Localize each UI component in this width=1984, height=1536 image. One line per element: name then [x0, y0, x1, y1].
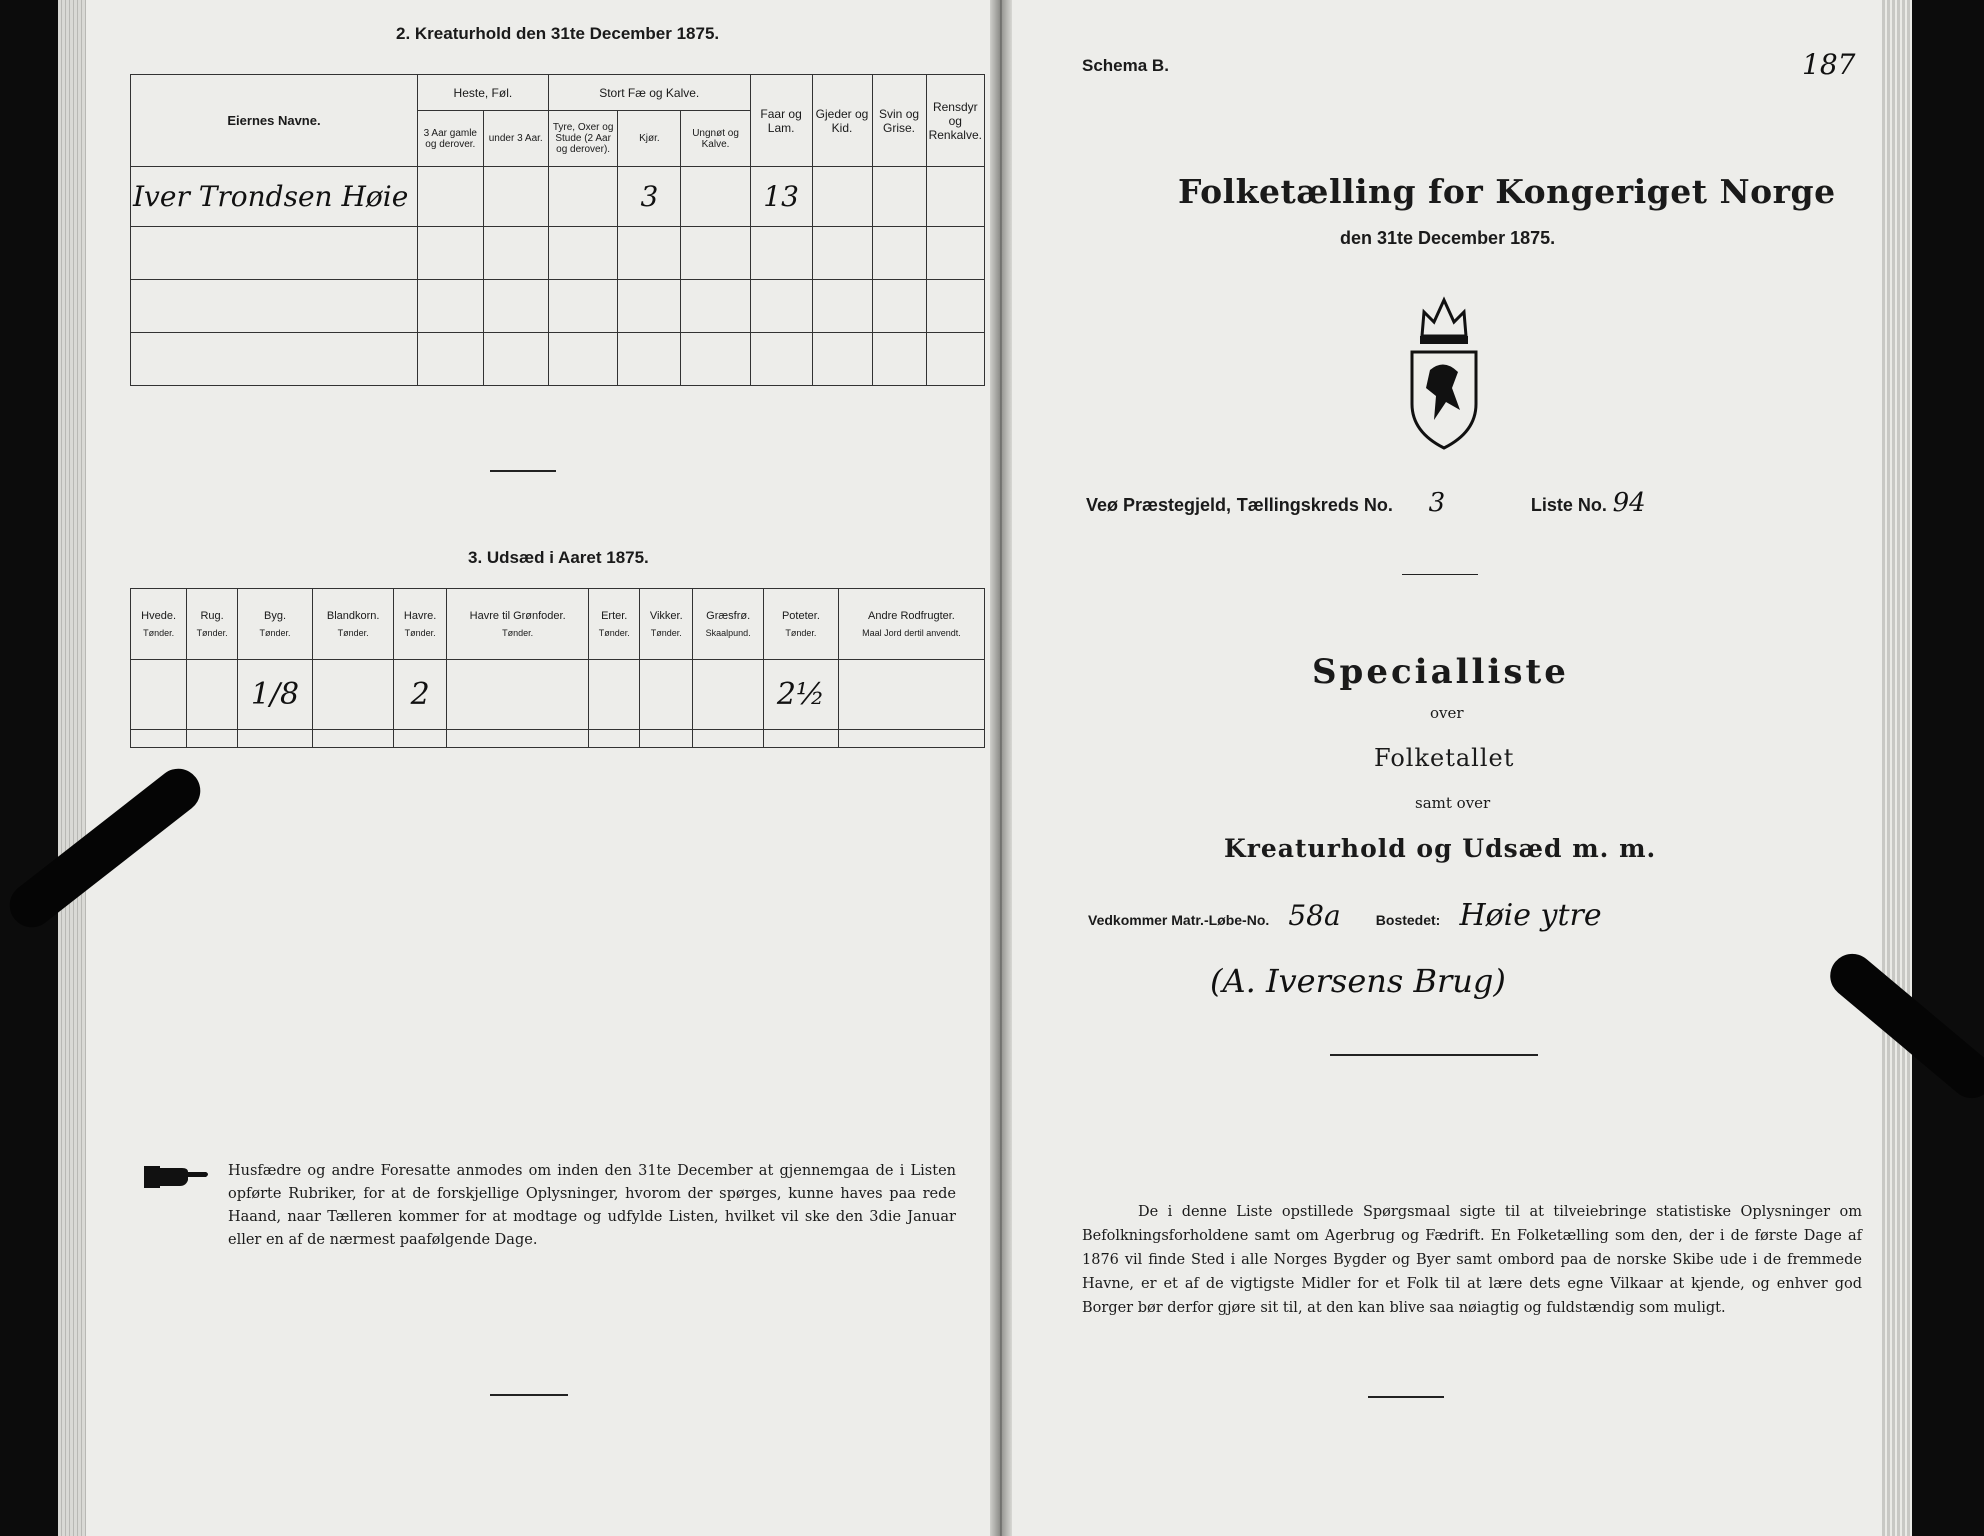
left-page-edge — [58, 0, 86, 1536]
kreaturhold-title: Kreaturhold og Udsæd m. m. — [1224, 834, 1657, 863]
pigs-cell — [872, 167, 926, 227]
cattle-young-header: Ungnøt og Kalve. — [681, 111, 750, 167]
schema-label: Schema B. — [1082, 56, 1169, 75]
divider-bottom-left — [490, 1394, 568, 1396]
young-cattle-cell — [681, 167, 750, 227]
cattle-cows-header: Kjør. — [618, 111, 681, 167]
seed-unit-label: Tønder. — [598, 628, 630, 639]
pointing-hand-icon — [142, 1162, 210, 1192]
bulls-cell — [548, 167, 618, 227]
coat-of-arms-icon — [1402, 292, 1486, 452]
divider-short — [490, 470, 556, 472]
divider-bottom-right — [1368, 1396, 1444, 1398]
seed-crop-label: Poteter. — [781, 610, 820, 623]
seed-crop-label: Hvede. — [141, 610, 177, 623]
livestock-table — [130, 74, 985, 386]
divider-2 — [1330, 1054, 1538, 1056]
right-page-edge — [1882, 0, 1912, 1536]
seed-unit-label: Tønder. — [337, 628, 369, 639]
parish-line — [1086, 488, 1646, 518]
page-number: 187 — [1802, 48, 1856, 81]
seed-crop-label: Erter. — [601, 610, 628, 623]
matr-value: 58a — [1288, 899, 1341, 932]
seed-unit-label: Maal Jord dertil anvendt. — [862, 628, 961, 639]
seed-header-2 — [237, 589, 312, 660]
seed-value-9: 2½ — [763, 660, 838, 729]
seed-unit-label: Tønder. — [502, 628, 534, 639]
horses-group-header: Heste, Føl. — [417, 75, 548, 111]
owner-header: Eiernes Navne. — [131, 75, 418, 167]
goats-cell — [812, 167, 872, 227]
samt-over-text: samt over — [1415, 794, 1491, 812]
seed-crop-label: Havre. — [403, 610, 437, 623]
seed-unit-label: Tønder. — [650, 628, 682, 639]
seed-unit-label: Tønder. — [259, 628, 291, 639]
specialliste-title: Specialliste — [1312, 652, 1569, 692]
seed-crop-label: Byg. — [264, 610, 287, 623]
pigs-header: Svin og Grise. — [872, 75, 926, 167]
seed-crop-label: Andre Rodfrugter. — [868, 610, 955, 623]
list-value: 94 — [1612, 488, 1646, 518]
horses-old-header: 3 Aar gamle og derover. — [417, 111, 483, 167]
seed-value-3 — [313, 660, 394, 729]
reindeer-header: Rensdyr og Renkalve. — [926, 75, 984, 167]
list-label: Liste No. — [1530, 495, 1607, 515]
sheep-header: Faar og Lam. — [750, 75, 812, 167]
seed-header-7 — [640, 589, 693, 660]
seed-value-6 — [589, 660, 640, 729]
seed-value-4: 2 — [394, 660, 447, 729]
seed-value-8 — [693, 660, 764, 729]
seed-header-3 — [313, 589, 394, 660]
seed-unit-label: Tønder. — [785, 628, 817, 639]
seed-header-8 — [693, 589, 764, 660]
owner-cell: Iver Trondsen Høie — [131, 167, 418, 227]
seed-unit-label: Tønder. — [404, 628, 436, 639]
seed-header-4 — [394, 589, 447, 660]
divider-1 — [1402, 574, 1478, 575]
seed-unit-label: Tønder. — [196, 628, 228, 639]
cows-cell: 3 — [618, 167, 681, 227]
bosted-value: Høie ytre — [1459, 898, 1602, 933]
cattle-group-header: Stort Fæ og Kalve. — [548, 75, 750, 111]
folketallet-text: Folketallet — [1374, 744, 1515, 772]
seed-header-6 — [589, 589, 640, 660]
footer-text: De i denne Liste opstillede Spørgsmaal sigte til at tilveiebringe statistiske Oplysninger om Befolkningsforholdene samt om Agerbrug og Fædrift. En Folketælling som den, der i de første Dage af 1876 vil finde Sted i alle Norges Bygder og Byer samt ombord paa de norske Skibe ude i de fremmede Havne, er et af de vigtigste Midler for et Folk til at lære dets egne Vilkaar at kjende, og enhver god Borger bør derfor gjøre sit til, at den kan blive saa nøiagtig og fuldstændig som muligt. — [1082, 1204, 1862, 1316]
seed-crop-label: Havre til Grønfoder. — [469, 610, 566, 623]
seed-crop-label: Rug. — [200, 610, 224, 623]
seed-header-1 — [187, 589, 238, 660]
seed-header-0 — [131, 589, 187, 660]
goats-header: Gjeder og Kid. — [812, 75, 872, 167]
main-date: den 31te December 1875. — [1340, 228, 1556, 248]
seed-value-7 — [640, 660, 693, 729]
section3-title: 3. Udsæd i Aaret 1875. — [468, 548, 649, 567]
reindeer-cell — [926, 167, 984, 227]
bosted-label: Bostedet: — [1375, 912, 1441, 928]
cattle-bulls-header: Tyre, Oxer og Stude (2 Aar og derover). — [548, 111, 618, 167]
seed-crop-label: Græsfrø. — [706, 610, 751, 623]
owner-note: (A. Iversens Brug) — [1210, 962, 1506, 1000]
over-text: over — [1430, 704, 1464, 722]
district-label: Tællingskreds No. — [1236, 495, 1393, 515]
seed-value-5 — [446, 660, 588, 729]
seed-crop-label: Vikker. — [649, 610, 683, 623]
parish-label: Veø Præstegjeld, — [1086, 495, 1232, 515]
seed-unit-label: Tønder. — [143, 628, 175, 639]
seed-header-10 — [838, 589, 984, 660]
matr-line — [1088, 898, 1602, 933]
horses-old-cell — [417, 167, 483, 227]
main-title: Folketælling for Kongeriget Norge — [1178, 172, 1836, 211]
seed-value-1 — [187, 660, 238, 729]
notice-text: Husfædre og andre Foresatte anmodes om inden den 31te December at gjennemgaa de i Listen opførte Rubriker, for at de forskjellige Oplysninger, hvorom der spørges, kunne haves paa rede Haand, naar Tælleren kommer for at modtage og udfylde Listen, hvilket vil ske den 3die Januar eller en af de nærmest paafølgende Dage. — [228, 1163, 956, 1248]
seed-crop-label: Blandkorn. — [326, 610, 380, 623]
sheep-cell: 13 — [750, 167, 812, 227]
horses-young-header: under 3 Aar. — [483, 111, 548, 167]
book-spine — [990, 0, 1012, 1536]
seed-value-0 — [131, 660, 187, 729]
matr-label: Vedkommer Matr.-Løbe-No. — [1088, 912, 1270, 928]
district-value: 3 — [1428, 488, 1446, 518]
seed-table — [130, 588, 985, 748]
horses-young-cell — [483, 167, 548, 227]
seed-header-5 — [446, 589, 588, 660]
seed-header-9 — [763, 589, 838, 660]
section2-title: 2. Kreaturhold den 31te December 1875. — [396, 24, 720, 43]
seed-value-2: 1/8 — [237, 660, 312, 729]
seed-value-10 — [838, 660, 984, 729]
seed-unit-label: Skaalpund. — [705, 628, 751, 639]
